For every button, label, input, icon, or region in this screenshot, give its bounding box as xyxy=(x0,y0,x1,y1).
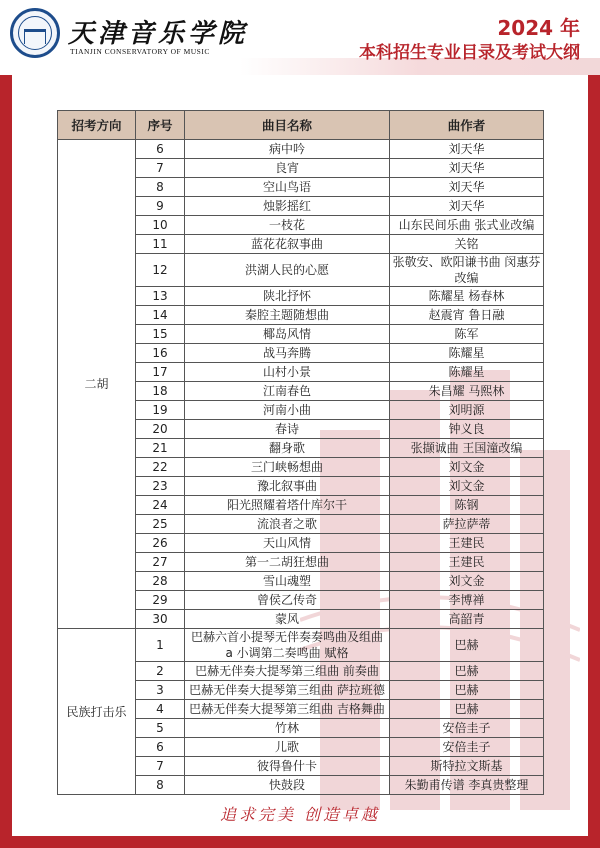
brand-name-cn: 天津音乐学院 xyxy=(68,19,249,49)
title-cell: 良宵 xyxy=(185,159,390,178)
title-cell: 第一二胡狂想曲 xyxy=(185,553,390,572)
title-cell: 空山鸟语 xyxy=(185,178,390,197)
composer-cell: 刘文金 xyxy=(390,458,544,477)
title-cell: 彼得鲁什卡 xyxy=(185,757,390,776)
number-cell: 29 xyxy=(136,591,185,610)
title-cell: 烛影摇红 xyxy=(185,197,390,216)
number-cell: 5 xyxy=(136,719,185,738)
title-cell: 河南小曲 xyxy=(185,401,390,420)
composer-cell: 关铭 xyxy=(390,235,544,254)
composer-cell: 刘天华 xyxy=(390,140,544,159)
composer-cell: 萨拉萨蒂 xyxy=(390,515,544,534)
document-title: 本科招生专业目录及考试大纲 xyxy=(359,43,580,63)
year-label: 2024 年 xyxy=(497,16,580,40)
number-cell: 23 xyxy=(136,477,185,496)
number-cell: 19 xyxy=(136,401,185,420)
composer-cell: 李博禅 xyxy=(390,591,544,610)
title-cell: 山村小景 xyxy=(185,363,390,382)
number-cell: 4 xyxy=(136,700,185,719)
table-header-row xyxy=(58,111,544,140)
title-cell: 巴赫六首小提琴无伴奏奏鸣曲及组曲 a 小调第二奏鸣曲 赋格 xyxy=(185,629,390,662)
composer-cell: 朱勤甫传谱 李真贵整理 xyxy=(390,776,544,795)
title-cell: 流浪者之歌 xyxy=(185,515,390,534)
composer-cell: 陈耀星 xyxy=(390,344,544,363)
number-cell: 16 xyxy=(136,344,185,363)
number-cell: 13 xyxy=(136,287,185,306)
title-cell: 雪山魂塑 xyxy=(185,572,390,591)
title-cell: 巴赫无伴奏大提琴第三组曲 萨拉班德 xyxy=(185,681,390,700)
title-cell: 快鼓段 xyxy=(185,776,390,795)
number-cell: 8 xyxy=(136,178,185,197)
number-cell: 21 xyxy=(136,439,185,458)
number-cell: 10 xyxy=(136,216,185,235)
left-border xyxy=(0,75,12,848)
composer-cell: 斯特拉文斯基 xyxy=(390,757,544,776)
composer-cell: 陈军 xyxy=(390,325,544,344)
school-logo xyxy=(10,8,60,58)
number-cell: 3 xyxy=(136,681,185,700)
title-cell: 天山风情 xyxy=(185,534,390,553)
footer-band xyxy=(0,836,600,848)
number-cell: 6 xyxy=(136,140,185,159)
composer-cell: 陈耀星 xyxy=(390,363,544,382)
number-cell: 30 xyxy=(136,610,185,629)
right-border xyxy=(588,75,600,848)
page-header xyxy=(0,0,600,75)
column-header-composer: 曲作者 xyxy=(390,111,544,140)
column-header-direction: 招考方向 xyxy=(58,111,136,140)
composer-cell: 刘天华 xyxy=(390,197,544,216)
title-cell: 蓝花花叙事曲 xyxy=(185,235,390,254)
title-cell: 巴赫无伴奏大提琴第三组曲 吉格舞曲 xyxy=(185,700,390,719)
composer-cell: 安倍圭子 xyxy=(390,738,544,757)
composer-cell: 陈钢 xyxy=(390,496,544,515)
title-cell: 翻身歌 xyxy=(185,439,390,458)
composer-cell: 刘明源 xyxy=(390,401,544,420)
title-cell: 儿歌 xyxy=(185,738,390,757)
repertoire-table xyxy=(57,110,544,795)
composer-cell: 刘天华 xyxy=(390,159,544,178)
number-cell: 8 xyxy=(136,776,185,795)
number-cell: 27 xyxy=(136,553,185,572)
number-cell: 7 xyxy=(136,159,185,178)
category-cell: 民族打击乐 xyxy=(58,629,136,795)
category-cell: 二胡 xyxy=(58,140,136,629)
table-body xyxy=(58,140,544,795)
title-cell: 一枝花 xyxy=(185,216,390,235)
title-cell: 江南春色 xyxy=(185,382,390,401)
composer-cell: 巴赫 xyxy=(390,662,544,681)
composer-cell: 高韶青 xyxy=(390,610,544,629)
composer-cell: 刘文金 xyxy=(390,477,544,496)
title-cell: 秦腔主题随想曲 xyxy=(185,306,390,325)
composer-cell: 刘天华 xyxy=(390,178,544,197)
title-cell: 战马奔腾 xyxy=(185,344,390,363)
title-cell: 巴赫无伴奏大提琴第三组曲 前奏曲 xyxy=(185,662,390,681)
title-cell: 洪湖人民的心愿 xyxy=(185,254,390,287)
number-cell: 9 xyxy=(136,197,185,216)
number-cell: 18 xyxy=(136,382,185,401)
column-header-title: 曲目名称 xyxy=(185,111,390,140)
composer-cell: 钟义良 xyxy=(390,420,544,439)
number-cell: 1 xyxy=(136,629,185,662)
title-cell: 曾侯乙传奇 xyxy=(185,591,390,610)
composer-cell: 安倍圭子 xyxy=(390,719,544,738)
title-cell: 阳光照耀着塔什库尔干 xyxy=(185,496,390,515)
composer-cell: 巴赫 xyxy=(390,700,544,719)
title-cell: 病中吟 xyxy=(185,140,390,159)
title-cell: 陕北抒怀 xyxy=(185,287,390,306)
footer-slogan: 追求完美 创造卓越 xyxy=(219,805,381,824)
composer-cell: 张撷诚曲 王国潼改编 xyxy=(390,439,544,458)
number-cell: 28 xyxy=(136,572,185,591)
table-row xyxy=(58,629,544,662)
composer-cell: 赵震宵 鲁日融 xyxy=(390,306,544,325)
number-cell: 25 xyxy=(136,515,185,534)
number-cell: 11 xyxy=(136,235,185,254)
composer-cell: 巴赫 xyxy=(390,681,544,700)
number-cell: 15 xyxy=(136,325,185,344)
number-cell: 26 xyxy=(136,534,185,553)
composer-cell: 张敬安、欧阳谦书曲 闵惠芬改编 xyxy=(390,254,544,287)
composer-cell: 朱昌耀 马熙林 xyxy=(390,382,544,401)
number-cell: 20 xyxy=(136,420,185,439)
title-cell: 椰岛风情 xyxy=(185,325,390,344)
number-cell: 14 xyxy=(136,306,185,325)
composer-cell: 山东民间乐曲 张式业改编 xyxy=(390,216,544,235)
number-cell: 2 xyxy=(136,662,185,681)
brand-name-en: TIANJIN CONSERVATORY OF MUSIC xyxy=(70,47,210,56)
title-cell: 豫北叙事曲 xyxy=(185,477,390,496)
title-cell: 三门峡畅想曲 xyxy=(185,458,390,477)
title-cell: 蒙风 xyxy=(185,610,390,629)
composer-cell: 巴赫 xyxy=(390,629,544,662)
number-cell: 17 xyxy=(136,363,185,382)
composer-cell: 陈耀星 杨春林 xyxy=(390,287,544,306)
logo-emblem-icon xyxy=(18,16,52,50)
number-cell: 12 xyxy=(136,254,185,287)
title-cell: 竹林 xyxy=(185,719,390,738)
number-cell: 22 xyxy=(136,458,185,477)
number-cell: 6 xyxy=(136,738,185,757)
composer-cell: 王建民 xyxy=(390,534,544,553)
composer-cell: 刘文金 xyxy=(390,572,544,591)
table-row xyxy=(58,140,544,159)
number-cell: 24 xyxy=(136,496,185,515)
column-header-number: 序号 xyxy=(136,111,185,140)
composer-cell: 王建民 xyxy=(390,553,544,572)
title-cell: 春诗 xyxy=(185,420,390,439)
number-cell: 7 xyxy=(136,757,185,776)
